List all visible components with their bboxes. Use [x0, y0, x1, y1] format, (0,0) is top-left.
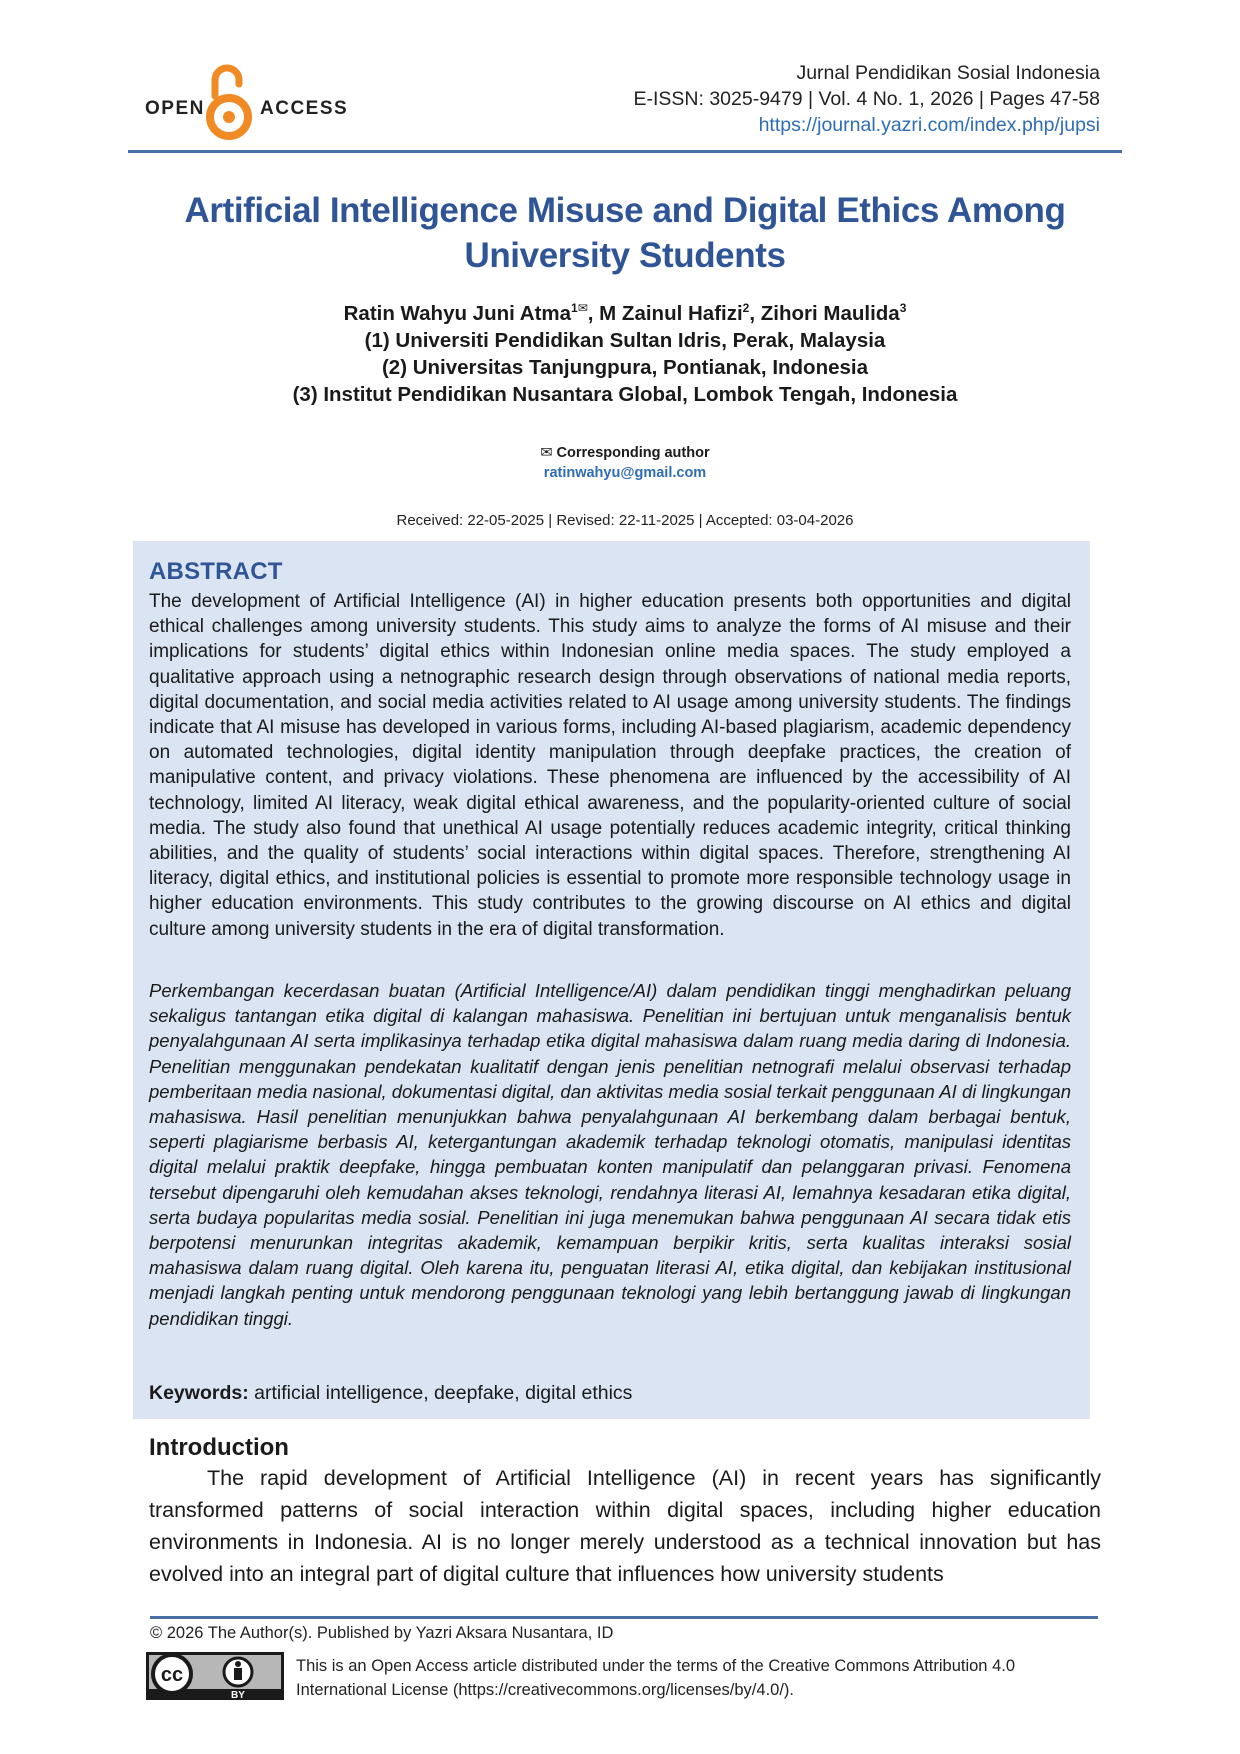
author-3: , Zihori Maulida: [749, 302, 900, 325]
corresponding-email-link[interactable]: ratinwahyu@gmail.com: [543, 465, 707, 481]
logo-open-text: OPEN: [145, 98, 205, 119]
cc-by-license-icon[interactable]: [146, 1652, 284, 1700]
cc-text: cc: [160, 1664, 184, 1686]
abstract-heading: ABSTRACT: [149, 558, 283, 585]
footer-divider: [150, 1616, 1098, 1619]
author-1-sup: 1✉: [571, 301, 588, 316]
author-names: [130, 300, 1120, 327]
submission-dates: Received: 22-05-2025 | Revised: 22-11-2025 | Accepted: 03-04-2026: [396, 512, 854, 529]
journal-name: Jurnal Pendidikan Sosial Indonesia: [796, 62, 1100, 84]
introduction-paragraph: The rapid development of Artificial Intelligence (AI) in recent years has significantly transformed patterns of social interaction within digital spaces, including higher education environments in Indonesia. AI is no longer merely understood as a technical innovation but has evolved into an integral part of digital culture that influences how university students: [149, 1466, 1101, 1586]
open-access-logo: [145, 62, 349, 142]
author-block: [130, 300, 1120, 408]
affiliation-1: (1) Universiti Pendidikan Sultan Idris, Perak, Malaysia: [364, 329, 886, 352]
open-access-lock-icon: [205, 62, 253, 142]
header-divider: [128, 150, 1122, 153]
abstract-indonesian: Perkembangan kecerdasan buatan (Artificial Intelligence/AI) dalam pendidikan tinggi menghadirkan peluang sekaligus tantangan etika digital di kalangan mahasiswa. Penelitian ini bertujuan untuk menganalisis bentuk penyalahgunaan AI serta implikasinya terhadap etika digital mahasiswa dalam ruang media daring di Indonesia. Penelitian menggunakan pendekatan kualitatif dengan jenis penelitian netnografi melalui observasi terhadap pemberitaan media nasional, dokumentasi digital, dan aktivitas media sosial terkait penggunaan AI di lingkungan mahasiswa. Hasil penelitian menunjukkan bahwa penyalahgunaan AI berkembang dalam berbagai bentuk, seperti plagiarisme berbasis AI, ketergantungan akademik terhadap teknologi otomatis, manipulasi identitas digital melalui praktik deepfake, hingga pembuatan konten manipulatif dan pelanggaran privasi. Fenomena tersebut dipengaruhi oleh kemudahan akses teknologi, rendahnya literasi AI, lemahnya kesadaran etika digital, serta budaya popularitas media sosial. Penelitian ini juga menemukan bahwa penggunaan AI secara tidak etis berpotensi menurunkan integritas akademik, kemampuan berpikir kritis, serta kualitas interaksi sosial mahasiswa dalam ruang digital. Oleh karena itu, penguatan literasi AI, etika digital, dan kebijakan institusional menjadi langkah penting untuk mendorong penggunaan teknologi yang lebih bertanggung jawab di lingkungan pendidikan tinggi.: [149, 980, 1071, 1329]
author-2-sup: 2: [742, 301, 750, 316]
journal-info: [633, 60, 1100, 138]
author-3-sup: 3: [899, 301, 907, 316]
license-text: This is an Open Access article distributed under the terms of the Creative Commons Attribution 4.0 International License (https://creativecommons.org/licenses/by/4.0/).: [296, 1657, 1016, 1699]
logo-access-text: ACCESS: [260, 98, 349, 119]
author-1: Ratin Wahyu Juni Atma: [343, 302, 572, 325]
author-2: , M Zainul Hafizi: [587, 302, 743, 325]
copyright-notice: © 2026 The Author(s). Published by Yazri Aksara Nusantara, ID: [150, 1624, 614, 1642]
keywords-line: [149, 1382, 1071, 1405]
issn-line: E-ISSN: 3025-9479 | Vol. 4 No. 1, 2026 | Pages 47-58: [633, 88, 1100, 110]
abstract-english: The development of Artificial Intelligence (AI) in higher education presents both opportunities and digital ethical challenges among university students. This study aims to analyze the forms of AI misuse and their implications for students’ digital ethics within Indonesian online media spaces. The study employed a qualitative approach using a netnographic research design through observations of national media reports, digital documentation, and social media activities related to AI usage among university students. The findings indicate that AI misuse has developed in various forms, including AI-based plagiarism, academic dependency on automated technologies, digital identity manipulation through deepfake practices, the creation of manipulative content, and privacy violations. These phenomena are influenced by the accessibility of AI technology, limited AI literacy, weak digital ethical awareness, and the popularity-oriented culture of social media. The study also found that unethical AI usage potentially reduces academic integrity, critical thinking abilities, and the quality of students’ social interactions within digital spaces. Therefore, strengthening AI literacy, digital ethics, and institutional policies is essential to promote more responsible technology usage in higher education environments. This study contributes to the growing discourse on AI ethics and digital culture among university students in the era of digital transformation.: [149, 591, 1071, 940]
by-text: BY: [231, 1690, 245, 1700]
journal-url-link[interactable]: https://journal.yazri.com/index.php/jupsi: [758, 114, 1100, 136]
keywords-label: Keywords:: [149, 1382, 249, 1404]
introduction-heading: Introduction: [149, 1434, 289, 1461]
article-title: Artificial Intelligence Misuse and Digital Ethics Among University Students: [184, 191, 1066, 275]
keywords-text: artificial intelligence, deepfake, digital ethics: [254, 1382, 633, 1404]
affiliation-3: (3) Institut Pendidikan Nusantara Global, Lombok Tengah, Indonesia: [292, 383, 958, 406]
affiliation-2: (2) Universitas Tanjungpura, Pontianak, Indonesia: [381, 356, 868, 379]
corresponding-author-label: ✉ Corresponding author: [540, 445, 710, 461]
corresponding-author-block: [130, 443, 1120, 483]
